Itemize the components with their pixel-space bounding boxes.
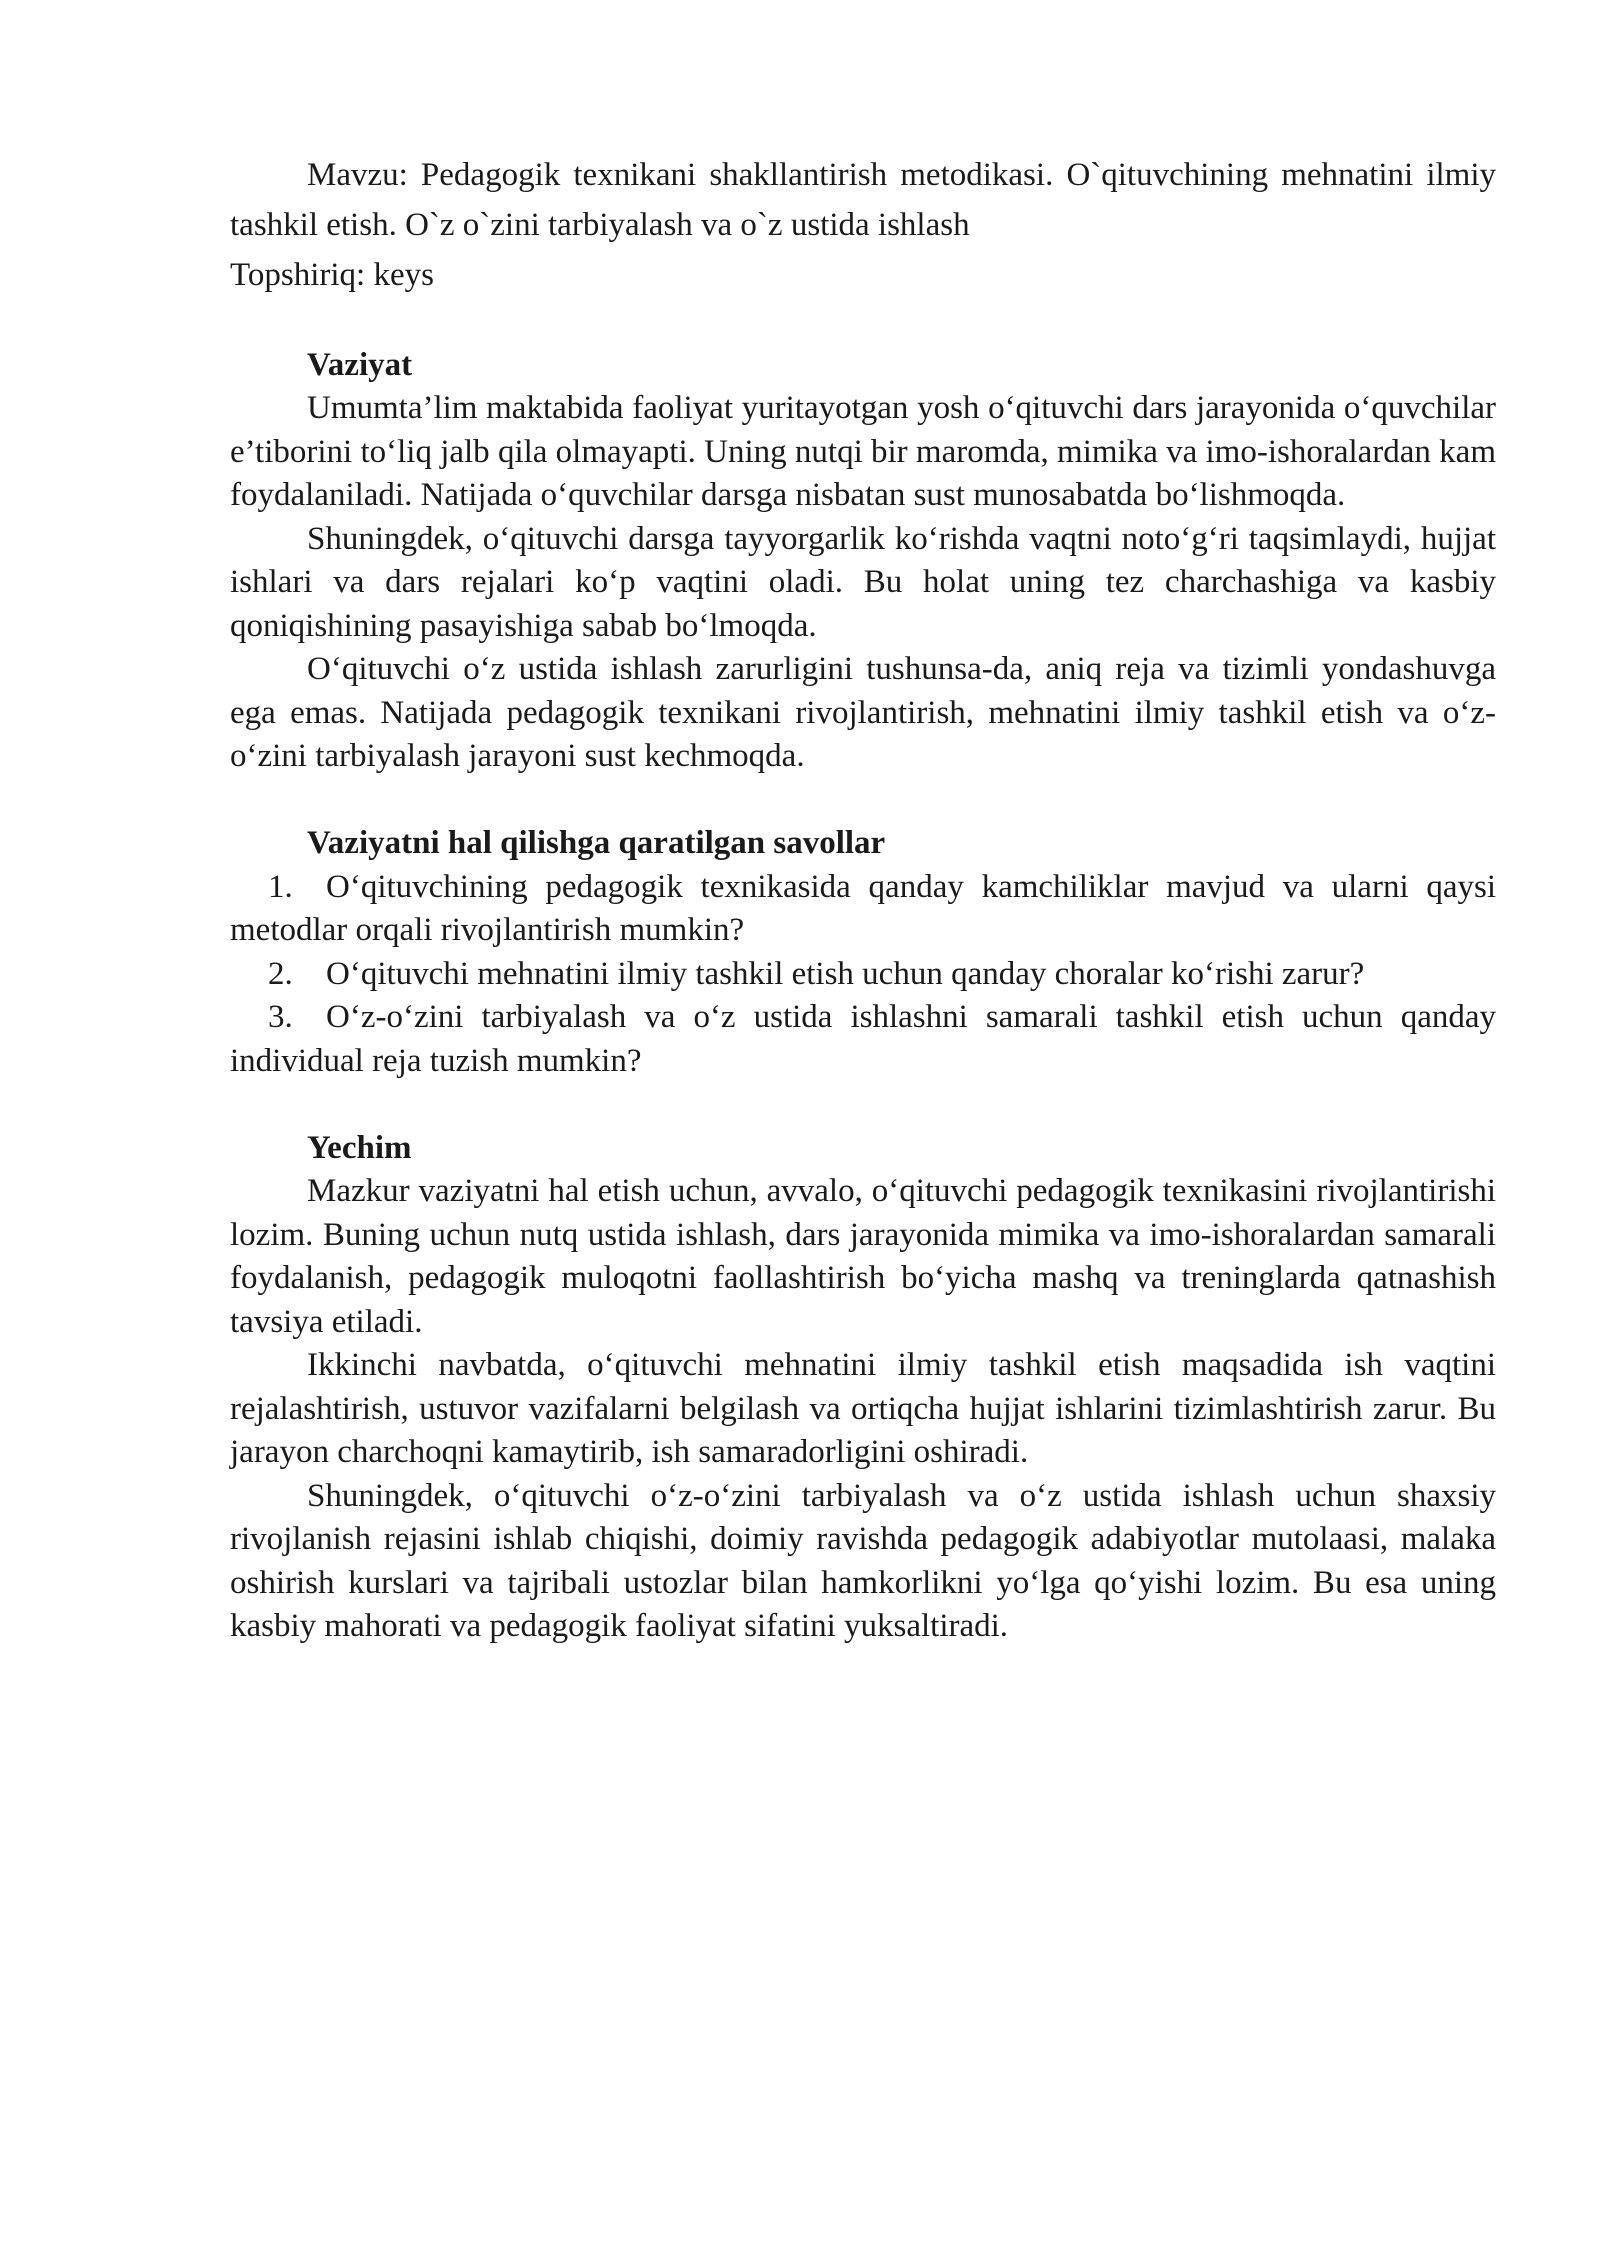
questions-heading: Vaziyatni hal qilishga qaratilgan savollar (307, 825, 886, 861)
question-number: 1. (268, 868, 293, 905)
solution-paragraph: Ikkinchi navbatda, o‘qituvchi mehnatini ilmiy tashkil etish maqsadida ish vaqtini rejalashtirish, ustuvor vazifalarni belgilash va ortiqcha hujjat ishlarini tizimlashtirish zarur. Bu jarayon charchoqni kamaytirib, ish samaradorligini oshiradi. (230, 1347, 1496, 1470)
solution-heading: Yechim (307, 1129, 412, 1166)
question-text: O‘z-o‘zini tarbiyalash va o‘z ustida ishlashni samarali tashkil etish uchun qanday individual reja tuzish mumkin? (230, 999, 1496, 1079)
question-item (230, 953, 1496, 997)
question-number: 2. (268, 955, 293, 992)
spacer (230, 779, 1496, 823)
question-text: O‘qituvchining pedagogik texnikasida qanday kamchiliklar mavjud va ularni qaysi metodlar orqali rivojlantirish mumkin? (230, 868, 1496, 948)
task-line: Topshiriq: keys (230, 257, 434, 293)
situation-paragraph: Shuningdek, o‘qituvchi darsga tayyorgarlik ko‘rishda vaqtni noto‘g‘ri taqsimlaydi, hujjat ishlari va dars rejalari ko‘p vaqtini oladi. Bu holat uning tez charchashiga va kasbiy qoniqishining pasayishiga sabab bo‘lmoqda. (230, 520, 1496, 644)
question-item (230, 866, 1496, 953)
topic-line: Mavzu: Pedagogik texnikani shakllantirish metodikasi. O`qituvchining mehnatini ilmiy tashkil etish. O`z o`zini tarbiyalash va o`z ustida ishlash (230, 157, 1496, 243)
document-page (230, 150, 1496, 1649)
spacer (230, 1083, 1496, 1127)
situation-heading: Vaziyat (307, 346, 413, 383)
spacer (230, 300, 1496, 344)
question-number: 3. (268, 999, 293, 1035)
question-text: O‘qituvchi mehnatini ilmiy tashkil etish uchun qanday choralar ko‘rishi zarur? (326, 955, 1365, 992)
situation-paragraph: O‘qituvchi o‘z ustida ishlash zarurligini tushunsa-da, aniq reja va tizimli yondashuvga ega emas. Natijada pedagogik texnikani rivojlantirish, mehnatini ilmiy tashkil etish va o‘z-o‘zini tarbiyalash jarayoni sust kechmoqda. (230, 651, 1496, 774)
solution-paragraph: Shuningdek, o‘qituvchi o‘z-o‘zini tarbiyalash va o‘z ustida ishlash uchun shaxsiy rivojlanish rejasini ishlab chiqishi, doimiy ravishda pedagogik adabiyotlar mutolaasi, malaka oshirish kurslari va tajribali ustozlar bilan hamkorlikni yo‘lga qo‘yishi lozim. Bu esa uning kasbiy mahorati va pedagogik faoliyat sifatini yuksaltiradi. (230, 1477, 1496, 1644)
question-item (230, 996, 1496, 1083)
solution-paragraph: Mazkur vaziyatni hal etish uchun, avvalo, o‘qituvchi pedagogik texnikasini rivojlantirishi lozim. Buning uchun nutq ustida ishlash, dars jarayonida mimika va imo-ishoralardan samarali foydalanish, pedagogik muloqotni faollashtirish bo‘yicha mashq va treninglarda qatnashish tavsiya etiladi. (230, 1173, 1496, 1340)
situation-paragraph: Umumta’lim maktabida faoliyat yuritayotgan yosh o‘qituvchi dars jarayonida o‘quvchilar e’tiborini to‘liq jalb qila olmayapti. Uning nutqi bir maromda, mimika va imo-ishoralardan kam foydalaniladi. Natijada o‘quvchilar darsga nisbatan sust munosabatda bo‘lishmoqda. (230, 390, 1496, 513)
